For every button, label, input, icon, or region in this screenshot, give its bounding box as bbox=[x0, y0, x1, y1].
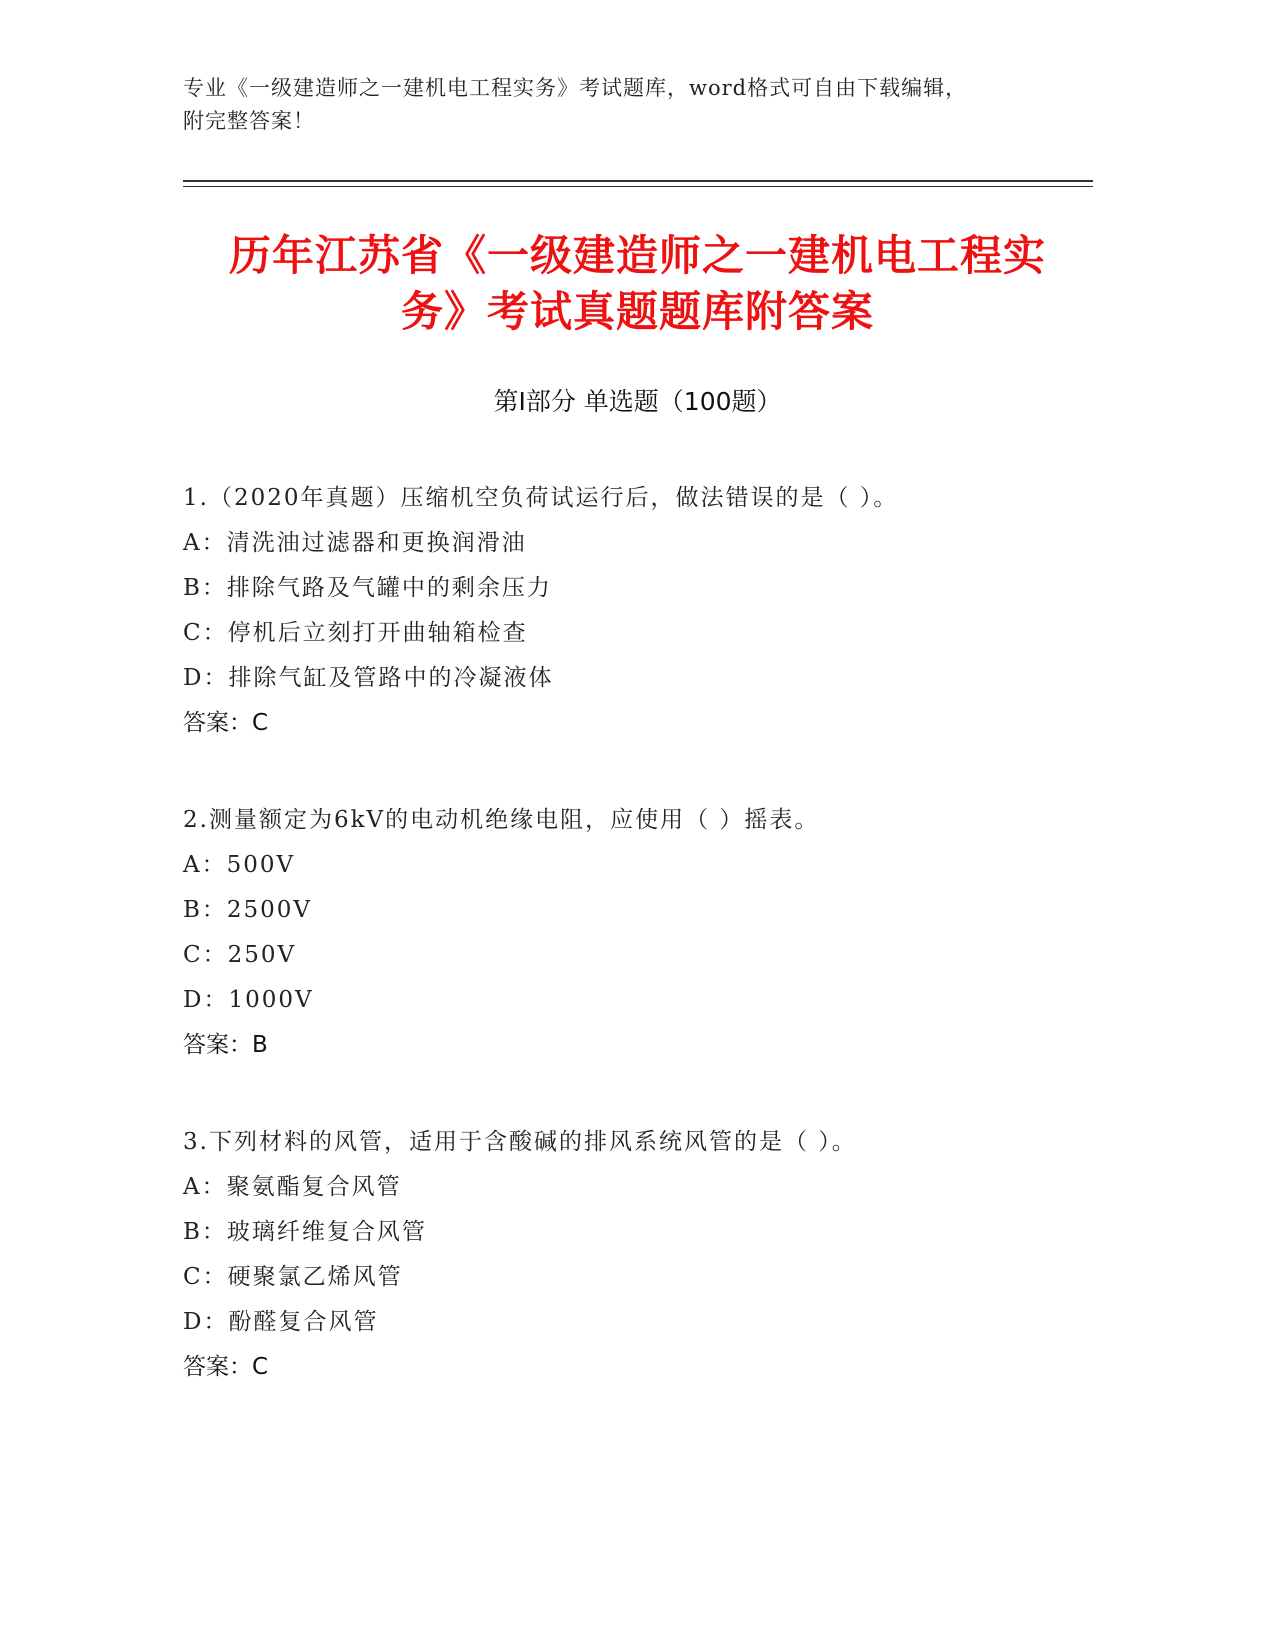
header-divider-thick bbox=[183, 180, 1093, 182]
section-title: 第Ⅰ部分 单选题（100题） bbox=[493, 387, 782, 416]
option-c: C：250V bbox=[183, 942, 297, 968]
header-note-line-2: 附完整答案！ bbox=[183, 109, 315, 133]
header-note bbox=[183, 72, 1063, 138]
option-b: B：2500V bbox=[183, 897, 313, 923]
header-divider-thin bbox=[183, 186, 1093, 187]
option-d: D：酚醛复合风管 bbox=[183, 1309, 379, 1335]
header-note-line-1: 专业《一级建造师之一建机电工程实务》考试题库，word格式可自由下载编辑， bbox=[183, 76, 968, 100]
option-d: D：1000V bbox=[183, 987, 314, 1013]
document-title-line-1: 历年江苏省《一级建造师之一建机电工程实 bbox=[228, 231, 1046, 280]
option-a: A：500V bbox=[183, 852, 296, 878]
option-c: C：硬聚氯乙烯风管 bbox=[183, 1264, 403, 1290]
question-item bbox=[183, 476, 1083, 746]
document-title-line-2: 务》考试真题题库附答案 bbox=[400, 287, 874, 336]
question-stem: 3.下列材料的风管，适用于含酸碱的排风系统风管的是（ ）。 bbox=[183, 1129, 857, 1155]
document-title bbox=[150, 228, 1125, 340]
question-stem: 1.（2020年真题）压缩机空负荷试运行后，做法错误的是（ ）。 bbox=[183, 485, 899, 511]
option-a: A：聚氨酯复合风管 bbox=[183, 1174, 402, 1200]
answer-line: 答案：C bbox=[183, 710, 269, 736]
question-stem: 2.测量额定为6kV的电动机绝缘电阻，应使用（ ）摇表。 bbox=[183, 807, 820, 833]
option-a: A：清洗油过滤器和更换润滑油 bbox=[183, 530, 527, 556]
question-item bbox=[183, 798, 1083, 1068]
option-d: D：排除气缸及管路中的冷凝液体 bbox=[183, 665, 554, 691]
question-item bbox=[183, 1120, 1083, 1390]
answer-line: 答案：B bbox=[183, 1032, 268, 1058]
option-b: B：玻璃纤维复合风管 bbox=[183, 1219, 427, 1245]
answer-line: 答案：C bbox=[183, 1354, 269, 1380]
question-list bbox=[183, 476, 1083, 1442]
option-b: B：排除气路及气罐中的剩余压力 bbox=[183, 575, 552, 601]
option-c: C：停机后立刻打开曲轴箱检查 bbox=[183, 620, 528, 646]
